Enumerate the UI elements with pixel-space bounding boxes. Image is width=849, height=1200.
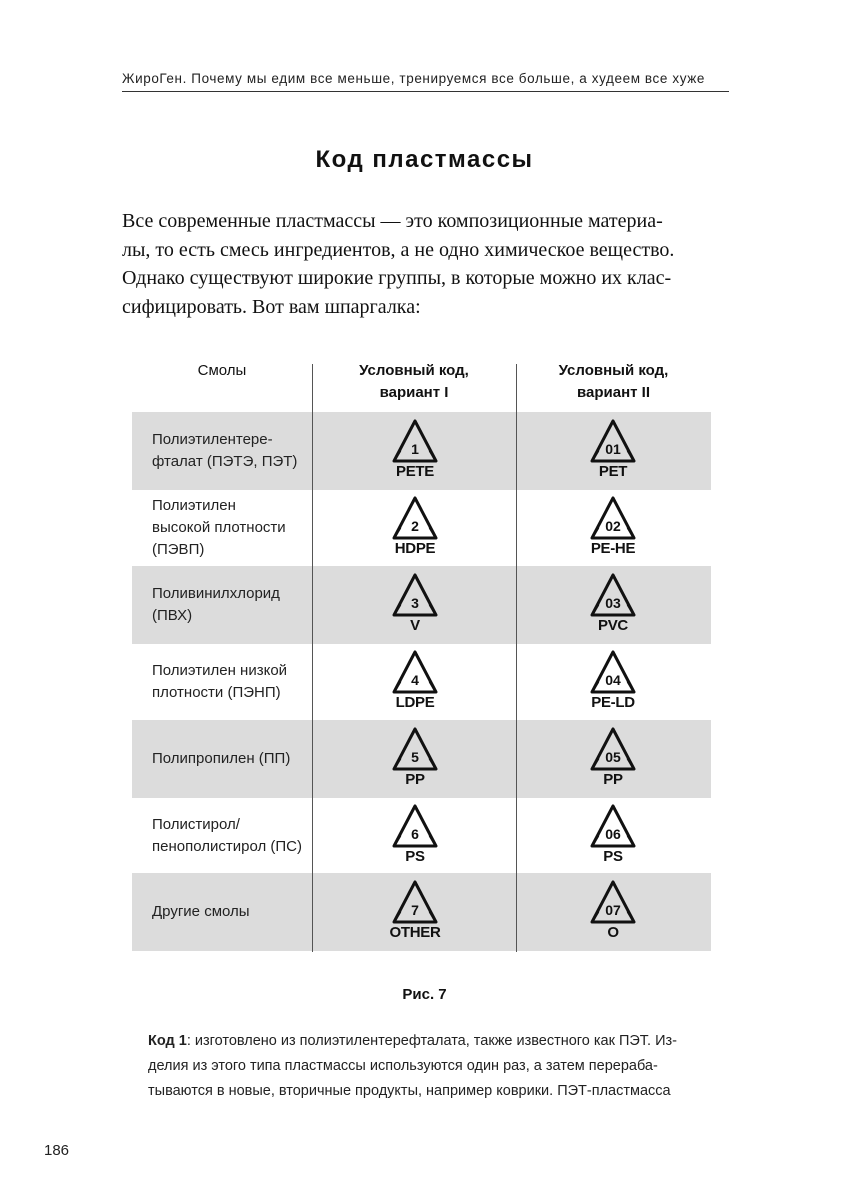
column-divider: [312, 364, 313, 952]
code-number: 01: [605, 441, 621, 457]
table-row: [132, 797, 711, 875]
intro-line: сифицировать. Вот вам шпаргалка:: [122, 295, 421, 318]
code-number: 2: [411, 517, 419, 534]
recycling-code-variant-1: [380, 879, 450, 945]
body-line: делия из этого типа пластмассы используются один раз, а затем перераба-: [148, 1058, 658, 1074]
body-lead: Код 1: [148, 1033, 187, 1049]
code-number: 02: [605, 517, 621, 534]
column-divider: [516, 364, 517, 952]
body-line: тываются в новые, вторичные продукты, например коврики. ПЭТ-пластмасса: [148, 1083, 671, 1099]
header-variant-1: [312, 360, 516, 404]
resin-name: [152, 720, 314, 798]
code-abbreviation: PS: [603, 847, 623, 865]
code-abbreviation: PS: [405, 847, 425, 865]
code-abbreviation: OTHER: [389, 924, 441, 942]
body-line: [148, 1029, 713, 1054]
recycling-code-variant-1: [380, 572, 450, 638]
resin-name: [152, 873, 314, 951]
section-title: Код пластмассы: [315, 146, 534, 173]
recycling-code-variant-1: [380, 726, 450, 792]
resin-name-line: высокой плотности: [152, 518, 286, 536]
recycling-code-variant-1: [380, 803, 450, 869]
code-abbreviation: PET: [598, 463, 628, 480]
recycling-code-variant-2: [578, 879, 648, 945]
intro-line: лы, то есть смесь ингредиентов, а не одно химическое вещество.: [122, 238, 675, 261]
code-number: 6: [411, 825, 419, 842]
plastic-code-table: [132, 352, 711, 952]
table-row: [132, 412, 711, 490]
body-paragraph: [148, 1029, 713, 1104]
recycling-code-variant-2: [578, 649, 648, 715]
table-row: [132, 643, 711, 721]
table-row: [132, 720, 711, 798]
code-number: 7: [411, 902, 419, 919]
recycling-code-variant-1: [380, 418, 450, 484]
code-abbreviation: PP: [603, 770, 623, 788]
recycling-code-variant-1: [380, 495, 450, 561]
header-variant-1-line: вариант I: [379, 384, 449, 401]
table-row: [132, 489, 711, 567]
header-variant-2-line: Условный код,: [558, 362, 669, 379]
code-abbreviation: HDPE: [394, 539, 436, 557]
resin-name-line: (ПВХ): [152, 606, 193, 624]
recycling-code-variant-2: [578, 726, 648, 792]
recycling-code-variant-2: [578, 418, 648, 484]
code-number: 3: [411, 594, 419, 611]
code-number: 05: [605, 748, 621, 765]
resin-name-line: фталат (ПЭТЭ, ПЭТ): [152, 453, 298, 470]
running-header: ЖироГен. Почему мы едим все меньше, тренируемся все больше, а худеем все хуже: [122, 71, 729, 92]
resin-name: [152, 412, 314, 490]
code-number: 1: [411, 441, 419, 457]
header-variant-2: [516, 360, 711, 404]
table-row: [132, 566, 711, 644]
code-abbreviation: PE-LD: [591, 693, 635, 711]
code-abbreviation: V: [410, 616, 420, 634]
recycling-code-variant-2: [578, 495, 648, 561]
page-number: 186: [44, 1142, 70, 1159]
code-abbreviation: LDPE: [395, 693, 435, 711]
code-number: 03: [605, 594, 621, 611]
code-abbreviation: O: [607, 924, 619, 942]
code-abbreviation: PE-HE: [590, 539, 636, 557]
intro-line: Однако существуют широкие группы, в которые можно их клас-: [122, 267, 672, 289]
resin-name-line: Поливинилхлорид: [152, 584, 280, 602]
header-resin: Смолы: [197, 362, 247, 379]
code-abbreviation: PP: [405, 770, 425, 788]
resin-name-line: Полиэтилен низкой: [152, 661, 288, 679]
recycling-code-variant-1: [380, 649, 450, 715]
resin-name-line: Полиэтилен: [152, 496, 236, 514]
header-variant-1-line: Условный код,: [359, 362, 469, 379]
recycling-code-variant-2: [578, 572, 648, 638]
code-abbreviation: PVC: [598, 616, 628, 634]
code-number: 4: [411, 671, 419, 688]
header-variant-2-line: вариант II: [576, 384, 650, 401]
code-number: 07: [605, 902, 621, 919]
intro-paragraph: [122, 207, 729, 321]
code-number: 06: [605, 825, 621, 842]
code-number: 04: [605, 671, 621, 688]
resin-name-line: Другие смолы: [152, 903, 250, 921]
table-header: [132, 352, 711, 412]
resin-name: [152, 797, 314, 875]
resin-name-line: Полиэтилентере-: [152, 431, 273, 448]
resin-name-line: пенополистирол (ПС): [152, 837, 302, 855]
code-abbreviation: PETE: [396, 463, 434, 480]
body-first-line: : изготовлено из полиэтилентерефталата, также известного как ПЭТ. Из-: [186, 1033, 678, 1049]
figure-caption: Рис. 7: [402, 986, 447, 1003]
resin-name-line: Полистирол/: [152, 815, 240, 833]
resin-name-line: (ПЭВП): [152, 540, 205, 558]
table-row: [132, 873, 711, 951]
intro-line: Все современные пластмассы — это композиционные материа-: [122, 210, 663, 232]
resin-name: [152, 489, 314, 567]
recycling-code-variant-2: [578, 803, 648, 869]
resin-name-line: плотности (ПЭНП): [152, 683, 281, 701]
resin-name: [152, 566, 314, 644]
code-number: 5: [411, 748, 419, 765]
resin-name-line: Полипропилен (ПП): [152, 749, 291, 767]
resin-name: [152, 643, 314, 721]
